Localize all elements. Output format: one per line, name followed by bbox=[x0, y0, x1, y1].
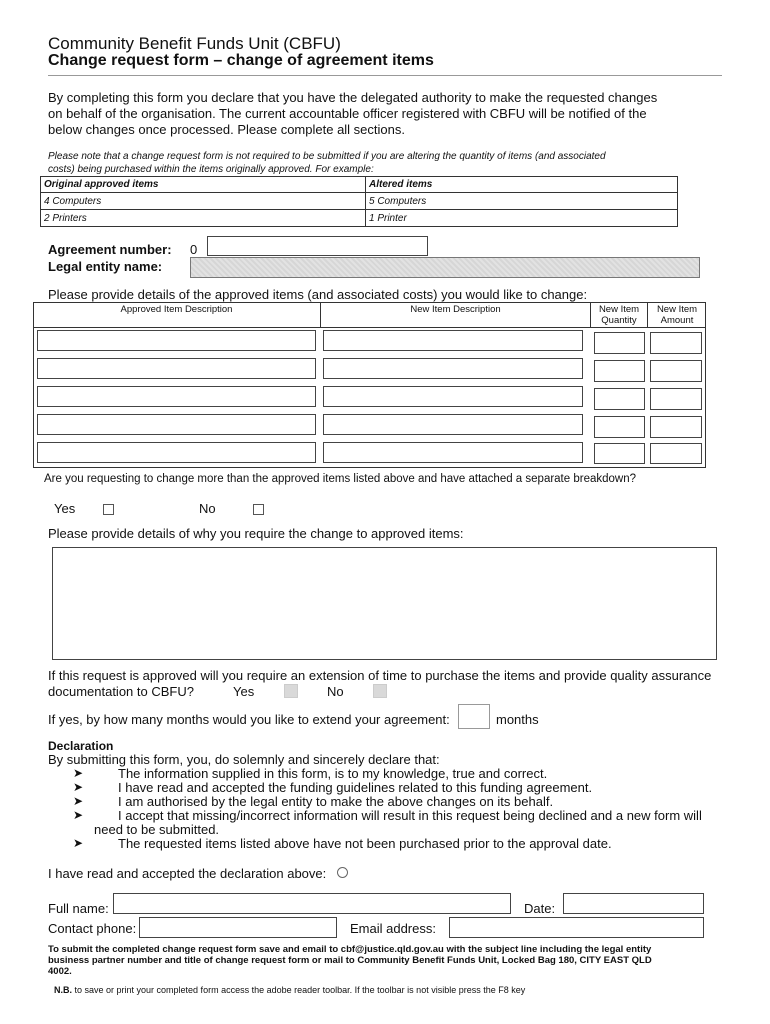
new-item-input[interactable] bbox=[323, 414, 583, 435]
example-table bbox=[40, 176, 678, 227]
email-input[interactable] bbox=[449, 917, 704, 938]
note-line-2: costs) being purchased within the items originally approved. For example: bbox=[48, 164, 374, 175]
new-item-input[interactable] bbox=[323, 386, 583, 407]
declaration-bullet: I accept that missing/incorrect information will result in this request being declined and a new form will bbox=[118, 808, 702, 823]
new-amount-input[interactable] bbox=[650, 388, 702, 410]
new-item-input[interactable] bbox=[323, 358, 583, 379]
contact-phone-input[interactable] bbox=[139, 917, 337, 938]
new-amount-input[interactable] bbox=[650, 332, 702, 354]
items-prompt: Please provide details of the approved items (and associated costs) you would like to change: bbox=[48, 287, 588, 302]
approved-item-input[interactable] bbox=[37, 442, 316, 463]
extension-question-line-1: If this request is approved will you require an extension of time to purchase the items and provide quality assurance bbox=[48, 668, 712, 683]
example-cell: 2 Printers bbox=[41, 210, 366, 227]
nb-text: to save or print your completed form access the adobe reader toolbar. If the toolbar is not visible press the F8 key bbox=[72, 985, 526, 995]
date-label: Date: bbox=[524, 901, 556, 916]
extension-question-line-2: documentation to CBFU? bbox=[48, 684, 194, 699]
contact-phone-label: Contact phone: bbox=[48, 921, 137, 936]
bullet-arrow-icon: ➤ bbox=[73, 836, 84, 850]
months-unit: months bbox=[496, 712, 539, 727]
declaration-bullet: I am authorised by the legal entity to make the above changes on its behalf. bbox=[118, 794, 554, 809]
new-item-input[interactable] bbox=[323, 330, 583, 351]
example-cell: 1 Printer bbox=[366, 210, 678, 227]
extension-yes-label: Yes bbox=[233, 684, 255, 699]
col-approved-header: Approved Item Description bbox=[120, 304, 233, 315]
new-qty-input[interactable] bbox=[594, 416, 645, 438]
approved-item-input[interactable] bbox=[37, 330, 316, 351]
breakdown-no-checkbox[interactable] bbox=[253, 504, 264, 515]
new-qty-input[interactable] bbox=[594, 360, 645, 382]
new-amount-input[interactable] bbox=[650, 416, 702, 438]
form-title: Community Benefit Funds Unit (CBFU) bbox=[48, 34, 341, 53]
example-header-original: Original approved items bbox=[41, 177, 366, 193]
extension-no-checkbox[interactable] bbox=[373, 684, 387, 698]
approved-item-input[interactable] bbox=[37, 386, 316, 407]
months-input[interactable] bbox=[458, 704, 490, 729]
intro-line-3: below changes once processed. Please complete all sections. bbox=[48, 122, 405, 137]
col-amt-header-2: Amount bbox=[660, 315, 694, 326]
agreement-number-label: Agreement number: bbox=[48, 242, 172, 257]
extension-yes-checkbox[interactable] bbox=[284, 684, 298, 698]
col-qty-header-2: Quantity bbox=[601, 315, 637, 326]
legal-entity-input[interactable] bbox=[190, 257, 700, 278]
declaration-bullet: I have read and accepted the funding guidelines related to this funding agreement. bbox=[118, 780, 593, 795]
email-label: Email address: bbox=[350, 921, 436, 936]
col-qty-header-1: New Item bbox=[598, 304, 640, 315]
submit-line-1: To submit the completed change request form save and email to cbf@justice.qld.gov.au with the subject line including the legal entity bbox=[48, 944, 652, 955]
new-amount-input[interactable] bbox=[650, 360, 702, 382]
declaration-bullet: The information supplied in this form, is to my knowledge, true and correct. bbox=[118, 766, 548, 781]
agreement-number-input[interactable] bbox=[207, 236, 428, 256]
reason-prompt: Please provide details of why you require the change to approved items: bbox=[48, 526, 464, 541]
intro-line-1: By completing this form you declare that you have the delegated authority to make the requested changes bbox=[48, 90, 658, 105]
example-cell: 4 Computers bbox=[41, 193, 366, 210]
legal-entity-label: Legal entity name: bbox=[48, 259, 163, 274]
col-new-header: New Item Description bbox=[410, 304, 501, 315]
declaration-accept-label: I have read and accepted the declaration above: bbox=[48, 866, 327, 881]
full-name-input[interactable] bbox=[113, 893, 511, 914]
months-prompt: If yes, by how many months would you like to extend your agreement: bbox=[48, 712, 450, 727]
nb-bold: N.B. bbox=[54, 985, 72, 995]
submit-line-2: business partner number and title of change request form or mail to Community Benefit Funds Unit, Locked Bag 180, CITY EAST QLD bbox=[48, 955, 652, 966]
breakdown-no-label: No bbox=[199, 501, 216, 516]
bullet-arrow-icon: ➤ bbox=[73, 794, 84, 808]
declaration-intro: By submitting this form, you, do solemnly and sincerely declare that: bbox=[48, 752, 440, 767]
new-amount-input[interactable] bbox=[650, 443, 702, 464]
new-qty-input[interactable] bbox=[594, 332, 645, 354]
new-qty-input[interactable] bbox=[594, 443, 645, 464]
col-amt-header-1: New Item bbox=[656, 304, 698, 315]
header-rule bbox=[48, 75, 722, 76]
full-name-label: Full name: bbox=[48, 901, 109, 916]
note-line-1: Please note that a change request form is not required to be submitted if you are altering the quantity of items (and associated bbox=[48, 151, 606, 162]
example-header-altered: Altered items bbox=[366, 177, 678, 193]
breakdown-yes-label: Yes bbox=[54, 501, 76, 516]
form-subtitle: Change request form – change of agreement items bbox=[48, 52, 434, 69]
intro-line-2: on behalf of the organisation. The current accountable officer registered with CBFU will be notified of the bbox=[48, 106, 647, 121]
bullet-arrow-icon: ➤ bbox=[73, 780, 84, 794]
declaration-heading: Declaration bbox=[48, 739, 114, 753]
submit-line-3: 4002. bbox=[48, 966, 72, 977]
approved-item-input[interactable] bbox=[37, 414, 316, 435]
declaration-bullet: The requested items listed above have not been purchased prior to the approval date. bbox=[118, 836, 612, 851]
reason-textarea[interactable] bbox=[52, 547, 717, 660]
declaration-accept-radio[interactable] bbox=[337, 867, 348, 878]
breakdown-question: Are you requesting to change more than the approved items listed above and have attached a separate breakdown? bbox=[44, 473, 637, 485]
items-header-rule bbox=[33, 327, 706, 328]
extension-no-label: No bbox=[327, 684, 344, 699]
new-item-input[interactable] bbox=[323, 442, 583, 463]
breakdown-yes-checkbox[interactable] bbox=[103, 504, 114, 515]
example-cell: 5 Computers bbox=[366, 193, 678, 210]
nb-note bbox=[54, 985, 525, 995]
declaration-bullet-continuation: need to be submitted. bbox=[94, 822, 220, 837]
bullet-arrow-icon: ➤ bbox=[73, 766, 84, 780]
date-input[interactable] bbox=[563, 893, 704, 914]
approved-item-input[interactable] bbox=[37, 358, 316, 379]
agreement-number-value: 0 bbox=[190, 242, 198, 257]
bullet-arrow-icon: ➤ bbox=[73, 808, 84, 822]
new-qty-input[interactable] bbox=[594, 388, 645, 410]
